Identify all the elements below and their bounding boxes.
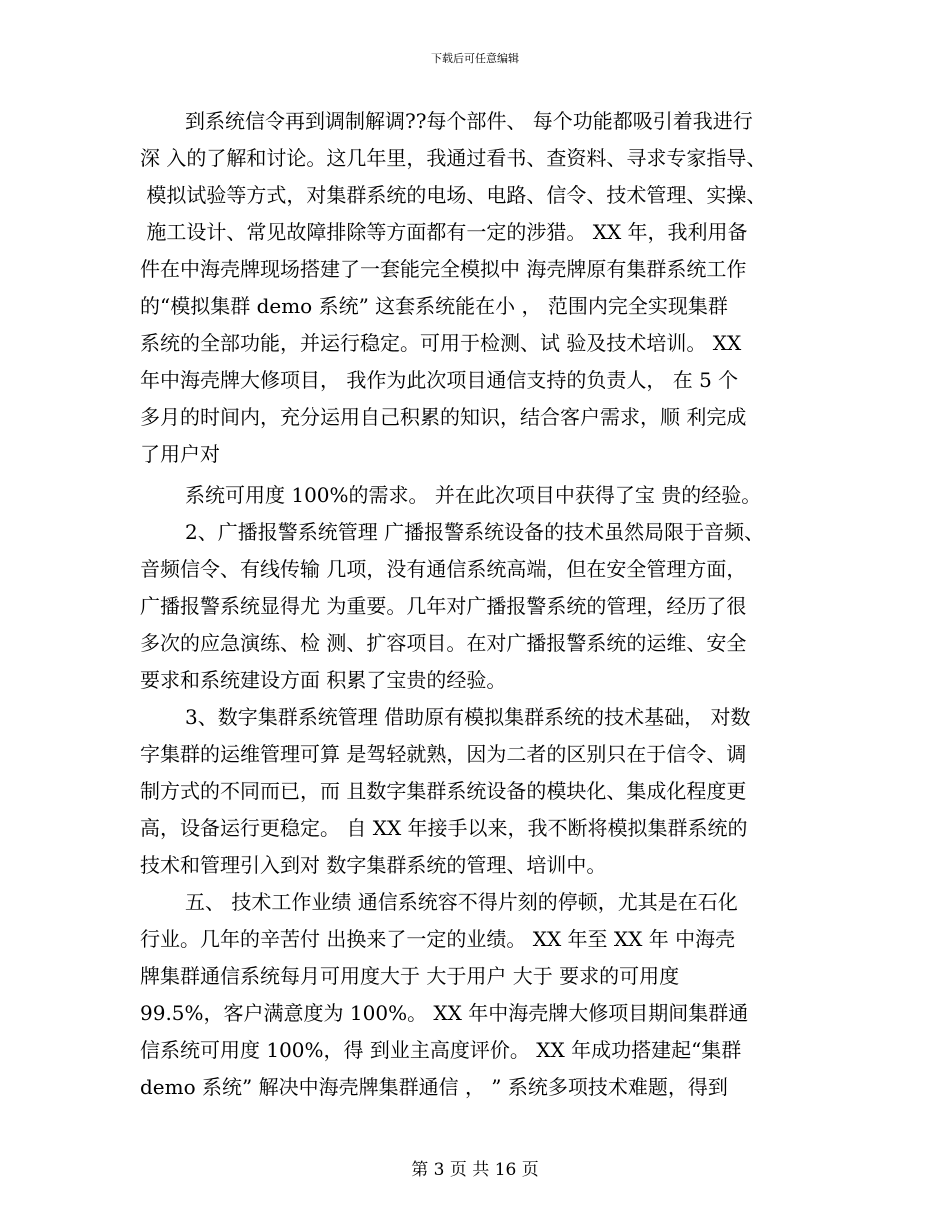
text-line: 广播报警系统显得尤 为重要。几年对广播报警系统的管理，经历了很 [140,594,747,618]
text-line: 的“模拟集群 demo 系统” 这套系统能在小 ， 范围内完全实现集群 [140,294,728,318]
text-line: 年中海壳牌大修项目， 我作为此次项目通信支持的负责人， 在 5 个 [140,368,739,392]
text-line: 牌集群通信系统每月可用度大于 大于用户 大于 要求的可用度 [140,964,680,988]
text-line: 多月的时间内，充分运用自己积累的知识，结合客户需求，顺 利完成 [140,405,747,429]
text-line: 到系统信令再到调制解调??每个部件、 每个功能都吸引着我进行 [185,109,753,133]
text-line: 多次的应急演练、检 测、扩容项目。在对广播报警系统的运维、安全 [140,631,747,655]
text-line: 制方式的不同而已，而 且数字集群系统设备的模块化、集成化程度更 [140,779,747,803]
text-line: 系统的全部功能，并运行稳定。可用于检测、试 验及技术培训。 XX [140,331,742,355]
text-line: 音频信令、有线传输 几项，没有通信系统高端，但在安全管理方面， [140,557,747,581]
text-line: 件在中海壳牌现场搭建了一套能完全模拟中 海壳牌原有集群系统工作 [140,257,747,281]
text-line: 3、数字集群系统管理 借助原有模拟集群系统的技术基础， 对数 [185,705,751,729]
text-line: 施工设计、常见故障排除等方面都有一定的涉猎。 XX 年，我利用备 [140,220,748,244]
text-line: 字集群的运维管理可算 是驾轻就熟，因为二者的区别只在于信令、调 [140,742,747,766]
text-line: 系统可用度 100%的需求。 并在此次项目中获得了宝 贵的经验。 [185,483,762,507]
text-line: 深 入的了解和讨论。这几年里，我通过看书、查资料、寻求专家指导、 [140,146,767,170]
text-line: demo 系统” 解决中海壳牌集群通信 ， ” 系统多项技术难题，得到 [140,1075,728,1099]
text-line: 五、 技术工作业绩 通信系统容不得片刻的停顿，尤其是在石化 [185,890,738,914]
text-line: 2、广播报警系统管理 广播报警系统设备的技术虽然局限于音频、 [185,520,765,544]
text-line: 99.5%，客户满意度为 100%。 XX 年中海壳牌大修项目期间集群通 [140,1001,749,1025]
text-line: 模拟试验等方式，对集群系统的电场、电路、信令、技术管理、实操、 [140,183,767,207]
text-line: 高，设备运行更稳定。 自 XX 年接手以来，我不断将模拟集群系统的 [140,816,748,840]
text-line: 信系统可用度 100%，得 到业主高度评价。 XX 年成功搭建起“集群 [140,1038,742,1062]
page-footer: 第 3 页 共 16 页 [411,1160,539,1180]
text-line: 技术和管理引入到对 数字集群系统的管理、培训中。 [140,853,607,877]
text-line: 行业。几年的辛苦付 出换来了一定的业绩。 XX 年至 XX 年 中海壳 [140,927,736,951]
text-line: 要求和系统建设方面 积累了宝贵的经验。 [140,668,507,692]
page-header: 下载后可任意编辑 [431,52,519,65]
text-line: 了用户对 [140,442,220,466]
